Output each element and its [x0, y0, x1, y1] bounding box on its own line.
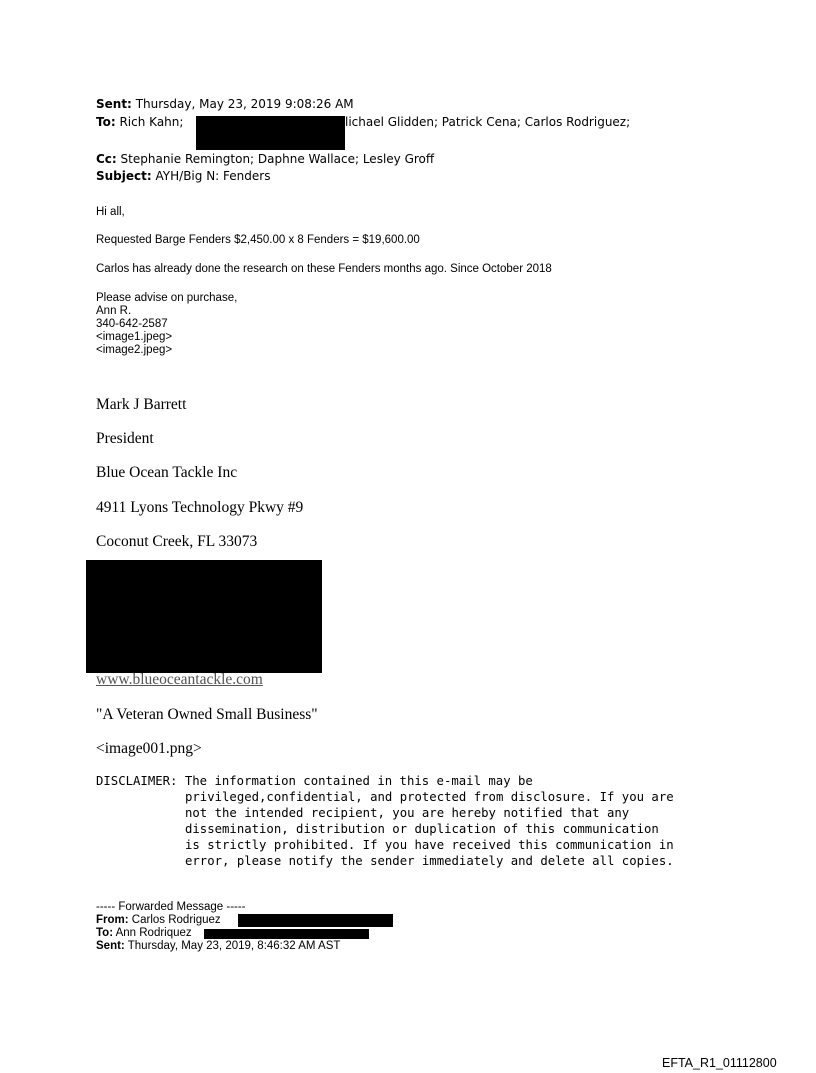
redaction-to — [196, 116, 345, 150]
sender-line: Please advise on purchase, — [96, 292, 238, 304]
sender-line: <image1.jpeg> — [96, 331, 173, 343]
cc-label: Cc: — [96, 152, 117, 166]
body-line-1: Requested Barge Fenders $2,450.00 x 8 Fenders = $19,600.00 — [96, 234, 420, 246]
signature-image-placeholder: <image001.png> — [96, 740, 202, 757]
disclaimer-body — [185, 789, 674, 869]
signature-title: President — [96, 430, 154, 447]
forwarded-from-value: Carlos Rodriguez — [131, 914, 221, 926]
disclaimer-line: is strictly prohibited. If you have received this communication in — [185, 838, 674, 852]
signature-name: Mark J Barrett — [96, 396, 187, 413]
sender-line: Ann R. — [96, 305, 132, 317]
cc-line — [96, 151, 434, 168]
signature-tagline: "A Veteran Owned Small Business" — [96, 706, 318, 723]
sent-value: Thursday, May 23, 2019 9:08:26 AM — [135, 97, 354, 111]
subject-label: Subject: — [96, 169, 152, 183]
forwarded-from-label: From: — [96, 914, 129, 926]
cc-value: Stephanie Remington; Daphne Wallace; Lesley Groff — [120, 152, 435, 166]
sender-line: 340-642-2587 — [96, 318, 168, 330]
redaction-signature — [86, 560, 322, 673]
disclaimer-first-line — [96, 773, 533, 789]
forwarded-to-value: Ann Rodriquez — [115, 927, 192, 939]
signature-address-2: Coconut Creek, FL 33073 — [96, 533, 258, 550]
forwarded-separator: ----- Forwarded Message ----- — [96, 901, 246, 913]
body-line-2: Carlos has already done the research on these Fenders months ago. Since October 2018 — [96, 263, 552, 275]
greeting: Hi all, — [96, 206, 125, 218]
forwarded-from — [96, 914, 221, 927]
to-line — [96, 114, 183, 131]
to-value-1: Rich Kahn; — [119, 115, 184, 129]
document-id: EFTA_R1_01112800 — [662, 1056, 777, 1070]
disclaimer-line: not the intended recipient, you are hereby notified that any — [185, 806, 630, 820]
forwarded-sent — [96, 940, 340, 953]
sent-line — [96, 96, 354, 113]
website-link[interactable]: www.blueoceantackle.com — [96, 671, 263, 688]
subject-line — [96, 168, 270, 185]
to-value-2: lichael Glidden; Patrick Cena; Carlos Rodriguez; — [345, 115, 631, 129]
sent-label: Sent: — [96, 97, 132, 111]
forwarded-to-label: To: — [96, 927, 114, 939]
signature-company: Blue Ocean Tackle Inc — [96, 464, 238, 481]
redaction-to-forwarded — [204, 929, 369, 939]
disclaimer-text: The information contained in this e-mail may be — [184, 774, 533, 788]
redaction-from — [238, 914, 393, 927]
disclaimer-line: dissemination, distribution or duplication of this communication — [185, 822, 659, 836]
subject-value: AYH/Big N: Fenders — [155, 169, 271, 183]
sender-block — [96, 292, 237, 357]
sender-line: <image2.jpeg> — [96, 344, 173, 356]
forwarded-sent-value: Thursday, May 23, 2019, 8:46:32 AM AST — [127, 940, 341, 952]
signature-address-1: 4911 Lyons Technology Pkwy #9 — [96, 499, 304, 516]
forwarded-sent-label: Sent: — [96, 940, 125, 952]
to-label: To: — [96, 115, 116, 129]
forwarded-to — [96, 927, 192, 940]
disclaimer-line: error, please notify the sender immediately and delete all copies. — [185, 854, 674, 868]
disclaimer-label: DISCLAIMER: — [96, 774, 178, 788]
disclaimer-line: privileged,confidential, and protected from disclosure. If you are — [185, 790, 674, 804]
